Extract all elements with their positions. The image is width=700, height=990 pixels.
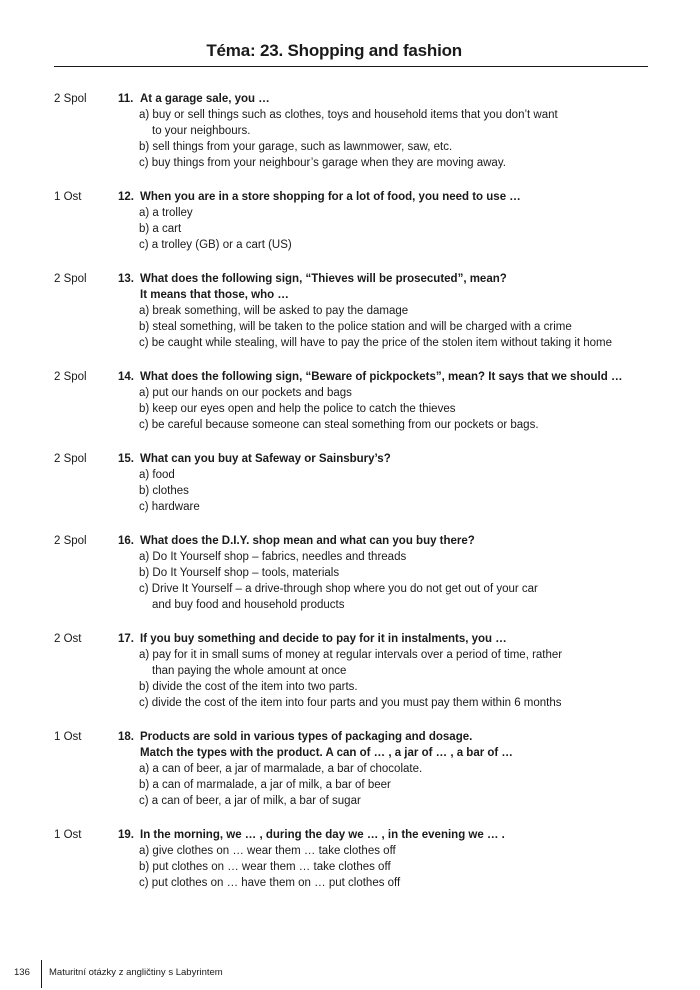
- answer-option-b: b) keep our eyes open and help the police to catch the thieves: [139, 403, 456, 415]
- question-text: When you are in a store shopping for a lot of food, you need to use …: [140, 191, 521, 203]
- question-12: [0, 189, 700, 253]
- question-number: 11.: [118, 93, 134, 105]
- question-17: [0, 631, 700, 711]
- question-text: Products are sold in various types of packaging and dosage.: [140, 731, 473, 743]
- question-13: [0, 271, 700, 351]
- question-points: 2 Spol: [54, 453, 87, 465]
- question-11: [0, 91, 700, 171]
- question-text: In the morning, we … , during the day we … , in the evening we … .: [140, 829, 505, 841]
- answer-option-a: a) break something, will be asked to pay the damage: [139, 305, 409, 317]
- answer-option-c: c) be careful because someone can steal something from our pockets or bags.: [139, 419, 539, 431]
- answer-option-b: b) divide the cost of the item into two parts.: [139, 681, 358, 693]
- question-text: What can you buy at Safeway or Sainsbury’s?: [140, 453, 391, 465]
- question-15: [0, 451, 700, 515]
- answer-option-b: b) Do It Yourself shop – tools, materials: [139, 567, 340, 579]
- question-text: What does the following sign, “Beware of pickpockets”, mean? It says that we should …: [140, 371, 623, 383]
- question-number: 17.: [118, 633, 134, 645]
- answer-option-b: b) steal something, will be taken to the police station and will be charged with a crime: [139, 321, 572, 333]
- answer-option-c: c) a trolley (GB) or a cart (US): [139, 239, 292, 251]
- question-points: 2 Spol: [54, 93, 87, 105]
- answer-option-c: c) buy things from your neighbour’s garage when they are moving away.: [139, 157, 506, 169]
- answer-option-b: b) a can of marmalade, a jar of milk, a bar of beer: [139, 779, 391, 791]
- question-19: [0, 827, 700, 891]
- answer-option-a: a) a trolley: [139, 207, 193, 219]
- title-divider: [54, 66, 648, 67]
- answer-option-c: c) hardware: [139, 501, 200, 513]
- answer-option-a: a) food: [139, 469, 175, 481]
- question-points: 2 Spol: [54, 535, 87, 547]
- answer-option-b: b) sell things from your garage, such as lawnmower, saw, etc.: [139, 141, 453, 153]
- question-points: 2 Spol: [54, 371, 87, 383]
- answer-option-a: a) buy or sell things such as clothes, toys and household items that you don’t want to your neighbours.: [139, 109, 558, 137]
- question-18: [0, 729, 700, 809]
- page-title: Téma: 23. Shopping and fashion: [206, 41, 462, 60]
- question-points: 1 Ost: [54, 731, 82, 743]
- question-points: 1 Ost: [54, 191, 82, 203]
- question-text: If you buy something and decide to pay for it in instalments, you …: [140, 633, 507, 645]
- question-number: 14.: [118, 371, 134, 383]
- question-number: 16.: [118, 535, 134, 547]
- answer-option-c: c) Drive It Yourself – a drive-through shop where you do not get out of your car and buy food and household products: [139, 583, 538, 611]
- question-text: At a garage sale, you …: [140, 93, 270, 105]
- question-number: 15.: [118, 453, 134, 465]
- answer-option-b: b) a cart: [139, 223, 182, 235]
- answer-option-c: c) a can of beer, a jar of milk, a bar of sugar: [139, 795, 361, 807]
- question-text: What does the D.I.Y. shop mean and what can you buy there?: [140, 535, 475, 547]
- answer-option-a: a) Do It Yourself shop – fabrics, needles and threads: [139, 551, 407, 563]
- question-text-continued: It means that those, who …: [140, 289, 289, 301]
- question-16: [0, 533, 700, 613]
- answer-option-b: b) clothes: [139, 485, 189, 497]
- question-number: 18.: [118, 731, 134, 743]
- question-text: What does the following sign, “Thieves will be prosecuted”, mean?: [140, 273, 507, 285]
- book-title: Maturitní otázky z angličtiny s Labyrintem: [49, 967, 223, 978]
- question-text-continued: Match the types with the product. A can of … , a jar of … , a bar of …: [140, 747, 513, 759]
- answer-option-a: a) pay for it in small sums of money at regular intervals over a period of time, rather than paying the whole amount at once: [139, 649, 563, 677]
- answer-option-a: a) give clothes on … wear them … take clothes off: [139, 845, 396, 857]
- answer-option-b: b) put clothes on … wear them … take clothes off: [139, 861, 391, 873]
- question-points: 1 Ost: [54, 829, 82, 841]
- answer-option-c: c) divide the cost of the item into four parts and you must pay them within 6 months: [139, 697, 562, 709]
- answer-option-c: c) be caught while stealing, will have to pay the price of the stolen item without taking it home: [139, 337, 613, 349]
- question-list: [0, 91, 700, 909]
- answer-option-a: a) put our hands on our pockets and bags: [139, 387, 352, 399]
- answer-option-a: a) a can of beer, a jar of marmalade, a bar of chocolate.: [139, 763, 423, 775]
- question-number: 19.: [118, 829, 134, 841]
- question-points: 2 Spol: [54, 273, 87, 285]
- question-number: 13.: [118, 273, 134, 285]
- question-14: [0, 369, 700, 433]
- footer-divider: [41, 960, 42, 988]
- question-points: 2 Ost: [54, 633, 82, 645]
- question-number: 12.: [118, 191, 134, 203]
- answer-option-c: c) put clothes on … have them on … put clothes off: [139, 877, 401, 889]
- page-number: 136: [14, 967, 30, 978]
